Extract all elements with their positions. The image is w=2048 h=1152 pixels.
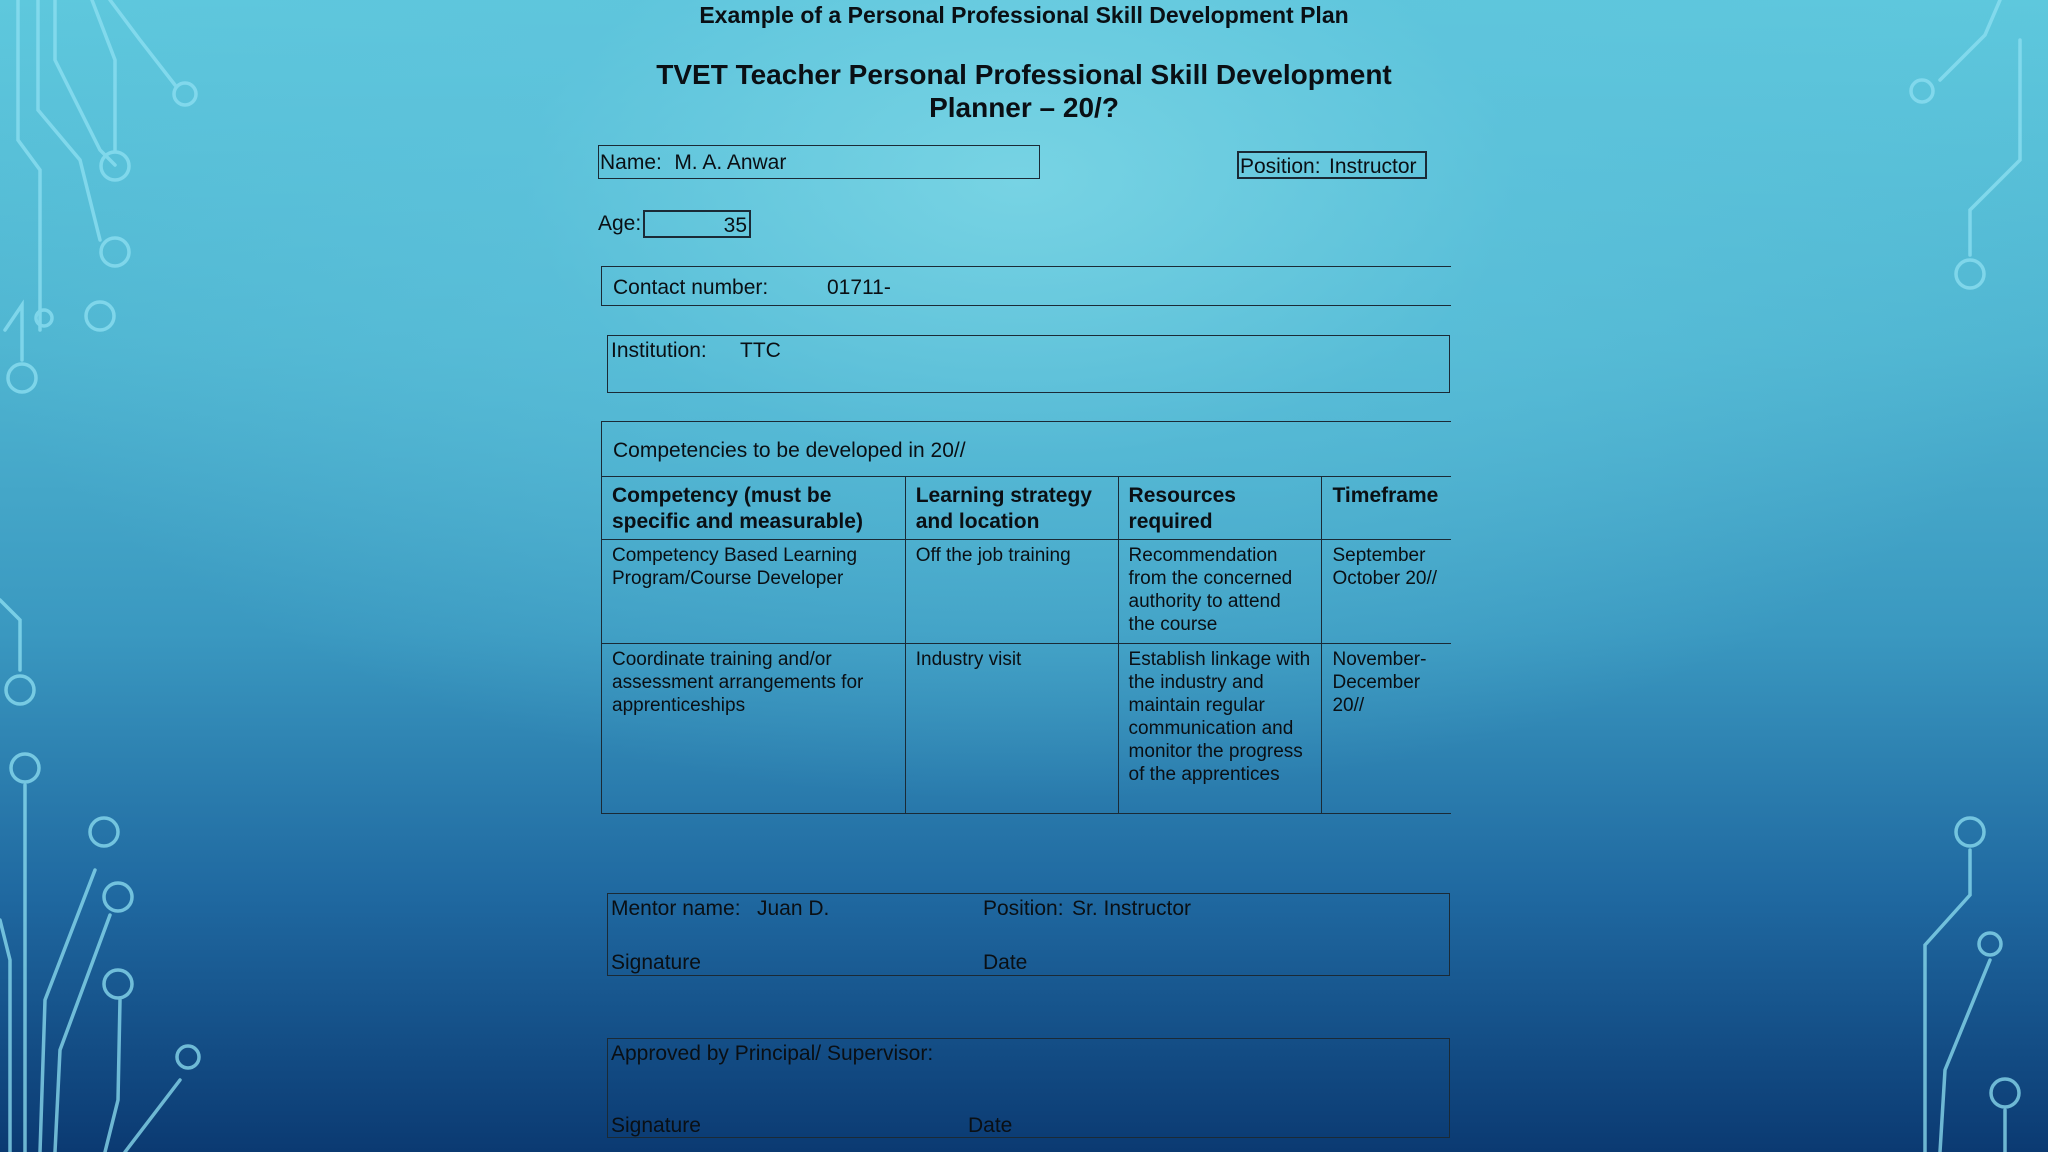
mentor-name-value: Juan D.: [757, 897, 830, 920]
mentor-position-value: Sr. Instructor: [1072, 897, 1192, 920]
approval-label: Approved by Principal/ Supervisor:: [611, 1042, 934, 1065]
approval-signature-label: Signature: [611, 1114, 701, 1137]
cell-competency: Competency Based Learning Program/Course Developer: [602, 540, 906, 644]
age-label: Age:: [598, 212, 642, 235]
position-value: Instructor: [1329, 155, 1417, 178]
mentor-signature-label: Signature: [611, 951, 701, 974]
name-field: [598, 145, 1040, 179]
page-title: [0, 58, 2048, 124]
mentor-name-label: Mentor name:: [611, 897, 741, 920]
table-row: [602, 540, 1452, 644]
institution-value: TTC: [740, 339, 781, 362]
table-row: [602, 644, 1452, 814]
cell-competency: Coordinate training and/or assessment arrangements for apprenticeships: [602, 644, 906, 814]
mentor-box: [607, 893, 1450, 976]
header-resources: Resources required: [1118, 477, 1322, 540]
approval-box: [607, 1038, 1450, 1138]
header-competency: Competency (must be specific and measurable): [602, 477, 906, 540]
header-timeframe: Timeframe: [1322, 477, 1451, 540]
name-label: Name:: [600, 151, 662, 174]
cell-resources: Recommendation from the concerned authority to attend the course: [1118, 540, 1322, 644]
position-label: Position:: [1240, 155, 1321, 178]
cell-resources: Establish linkage with the industry and maintain regular communication and monitor the progress of the apprentices: [1118, 644, 1322, 814]
mentor-position-label: Position:: [983, 897, 1064, 920]
contact-field: [601, 266, 1451, 306]
competencies-table: [601, 476, 1451, 814]
cell-learning-strategy: Industry visit: [905, 644, 1118, 814]
title-line-1: TVET Teacher Personal Professional Skill Development: [656, 59, 1392, 90]
name-value: M. A. Anwar: [674, 151, 787, 174]
title-line-2: Planner – 20/?: [929, 92, 1119, 123]
age-value: 35: [723, 214, 747, 237]
contact-value: 01711-: [827, 276, 891, 299]
slide-subtitle: Example of a Personal Professional Skill Development Plan: [699, 2, 1349, 28]
position-field: [1237, 151, 1427, 179]
competencies-caption-box: [601, 421, 1451, 478]
table-header-row: [602, 477, 1452, 540]
header-learning-strategy: Learning strategy and location: [905, 477, 1118, 540]
approval-date-label: Date: [968, 1114, 1013, 1137]
competencies-caption: Competencies to be developed in 20//: [613, 439, 966, 462]
cell-learning-strategy: Off the job training: [905, 540, 1118, 644]
cell-timeframe: November-December 20//: [1322, 644, 1451, 814]
institution-field: [607, 335, 1450, 393]
contact-label: Contact number:: [613, 276, 769, 299]
cell-timeframe: September October 20//: [1322, 540, 1451, 644]
institution-label: Institution:: [611, 339, 707, 362]
age-value-box: [643, 210, 751, 238]
mentor-date-label: Date: [983, 951, 1028, 974]
